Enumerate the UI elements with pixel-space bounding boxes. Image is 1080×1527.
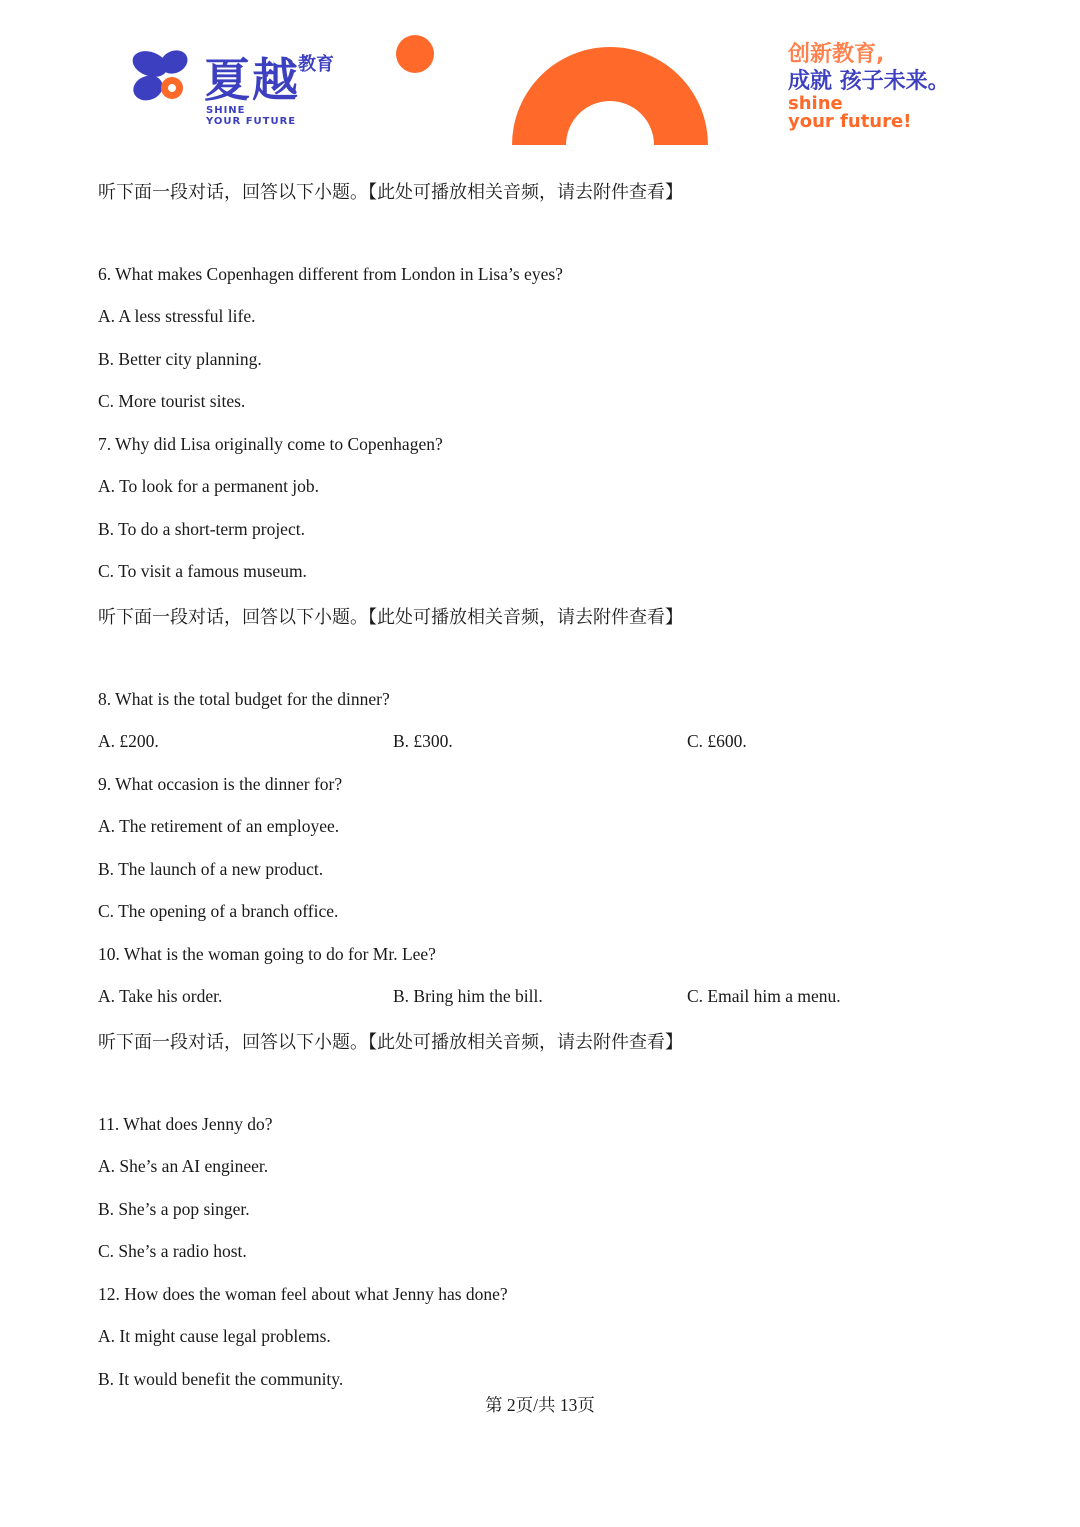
listening-instruction: 听下面一段对话，回答以下小题。【此处可播放相关音频，请去附件查看】 — [98, 1032, 683, 1052]
option-11c: C. She’s a radio host. — [98, 1241, 247, 1261]
brand-subtitle: 教育 — [298, 54, 334, 75]
option-7c: C. To visit a famous museum. — [98, 561, 307, 581]
slogan — [788, 42, 950, 132]
option-8a: A. £200. — [98, 731, 159, 751]
question-8: 8. What is the total budget for the dinner? — [98, 689, 390, 709]
slogan-line1: 创新教育, — [788, 42, 885, 67]
listening-instruction: 听下面一段对话，回答以下小题。【此处可播放相关音频，请去附件查看】 — [98, 607, 683, 627]
brand-tagline-line2: YOUR FUTURE — [206, 116, 297, 127]
page-number: 第 2页/共 13页 — [485, 1395, 595, 1415]
option-8c: C. £600. — [687, 731, 747, 751]
brand-tagline-line1: SHINE — [206, 105, 246, 116]
option-11a: A. She’s an AI engineer. — [98, 1156, 269, 1176]
option-10b: B. Bring him the bill. — [393, 986, 543, 1006]
option-10a: A. Take his order. — [98, 986, 223, 1006]
option-9c: C. The opening of a branch office. — [98, 901, 339, 921]
option-6a: A. A less stressful life. — [98, 306, 256, 326]
question-12: 12. How does the woman feel about what Jenny has done? — [98, 1284, 508, 1304]
brand-tagline — [206, 105, 296, 127]
option-9a: A. The retirement of an employee. — [98, 816, 340, 836]
xiayue-logo-icon — [128, 44, 198, 114]
slogan-line4: your future! — [788, 111, 912, 132]
option-8b: B. £300. — [393, 731, 453, 751]
question-11: 11. What does Jenny do? — [98, 1114, 273, 1134]
option-6b: B. Better city planning. — [98, 349, 262, 369]
option-12a: A. It might cause legal problems. — [98, 1326, 331, 1346]
option-7a: A. To look for a permanent job. — [98, 476, 320, 496]
question-10: 10. What is the woman going to do for Mr. Lee? — [98, 944, 436, 964]
page-header — [0, 0, 1080, 150]
question-7: 7. Why did Lisa originally come to Copenhagen? — [98, 434, 443, 454]
listening-instruction: 听下面一段对话，回答以下小题。【此处可播放相关音频，请去附件查看】 — [98, 182, 683, 202]
decorative-arc-icon — [390, 30, 720, 150]
brand-name: 夏越 — [204, 53, 300, 107]
option-9b: B. The launch of a new product. — [98, 859, 324, 879]
option-6c: C. More tourist sites. — [98, 391, 246, 411]
question-6: 6. What makes Copenhagen different from London in Lisa’s eyes? — [98, 264, 563, 284]
option-11b: B. She’s a pop singer. — [98, 1199, 250, 1219]
slogan-line3: shine — [788, 93, 843, 114]
slogan-line2: 成就 孩子未来。 — [788, 69, 950, 94]
option-7b: B. To do a short-term project. — [98, 519, 305, 539]
option-10c: C. Email him a menu. — [687, 986, 841, 1006]
option-12b: B. It would benefit the community. — [98, 1369, 344, 1389]
question-9: 9. What occasion is the dinner for? — [98, 774, 343, 794]
